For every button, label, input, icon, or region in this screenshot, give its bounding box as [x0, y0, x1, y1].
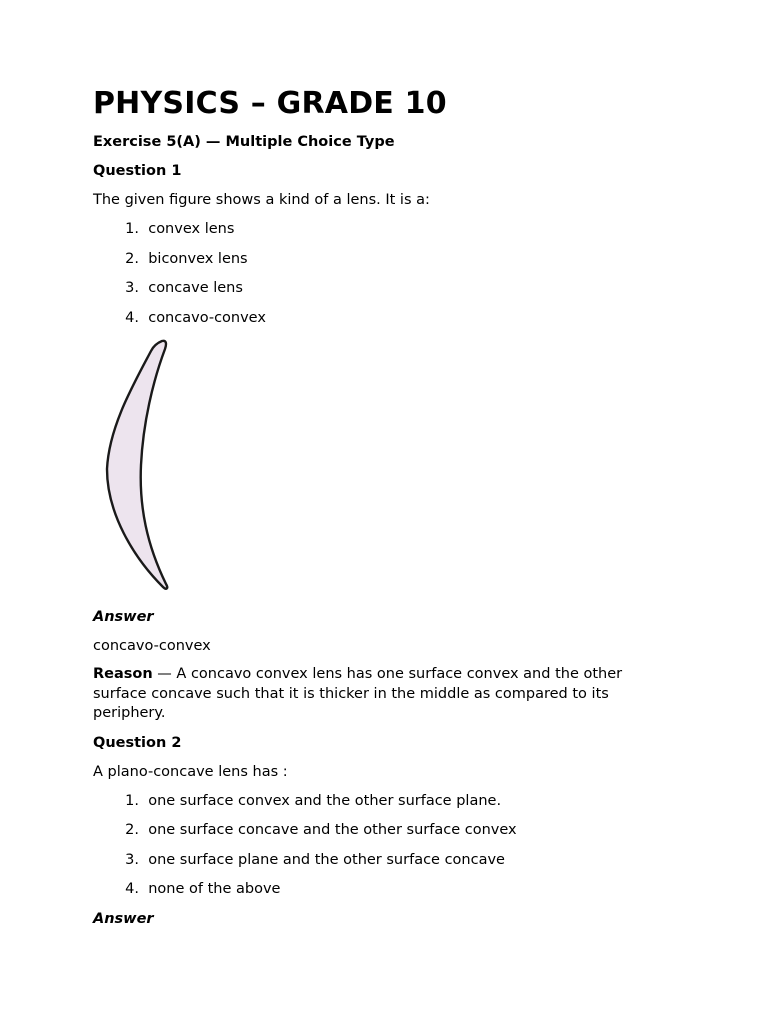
- option-number: 1.: [125, 792, 139, 809]
- reason-text: — A concavo convex lens has one surface convex and the other surface concave such that it is thicker in the middle as compared to its periphery.: [93, 666, 623, 721]
- question-2-text: A plano-concave lens has :: [93, 763, 288, 780]
- option-number: 4.: [125, 881, 139, 897]
- question-1-answer-label: Answer: [93, 609, 154, 625]
- list-item: [93, 820, 675, 840]
- option-text: none of the above: [148, 881, 281, 897]
- page-title: PHYSICS – GRADE 10: [93, 86, 447, 121]
- question-2-label: Question 2: [93, 734, 182, 751]
- exercise-heading: Exercise 5(A) — Multiple Choice Type: [93, 134, 395, 150]
- reason-label: Reason: [93, 666, 153, 682]
- option-text: biconvex lens: [148, 250, 248, 267]
- option-text: one surface plane and the other surface concave: [148, 851, 505, 868]
- list-item: [93, 278, 675, 298]
- option-text: concave lens: [148, 280, 243, 296]
- concavo-convex-lens-icon: [99, 337, 179, 593]
- list-item: [93, 308, 675, 328]
- lens-figure: [99, 337, 179, 593]
- list-item: [93, 791, 675, 811]
- option-number: 2.: [125, 250, 139, 267]
- list-item: [93, 219, 675, 239]
- option-text: one surface convex and the other surface plane.: [148, 792, 502, 809]
- option-number: 3.: [125, 851, 139, 868]
- option-text: convex lens: [148, 221, 235, 237]
- question-2-options: [93, 791, 675, 900]
- question-1-options: [93, 219, 675, 328]
- question-1-text: The given figure shows a kind of a lens. It is a:: [93, 192, 430, 208]
- option-number: 4.: [125, 309, 139, 326]
- option-text: one surface concave and the other surface convex: [148, 822, 517, 838]
- option-number: 2.: [125, 822, 139, 838]
- question-1-answer: concavo-convex: [93, 638, 211, 654]
- list-item: [93, 850, 675, 870]
- option-number: 1.: [125, 221, 139, 237]
- list-item: [93, 249, 675, 269]
- option-text: concavo-convex: [148, 309, 266, 326]
- list-item: [93, 879, 675, 899]
- question-2-answer-label: Answer: [93, 910, 154, 927]
- option-number: 3.: [125, 280, 139, 296]
- question-1-reason: [93, 665, 675, 724]
- question-1-label: Question 1: [93, 163, 182, 179]
